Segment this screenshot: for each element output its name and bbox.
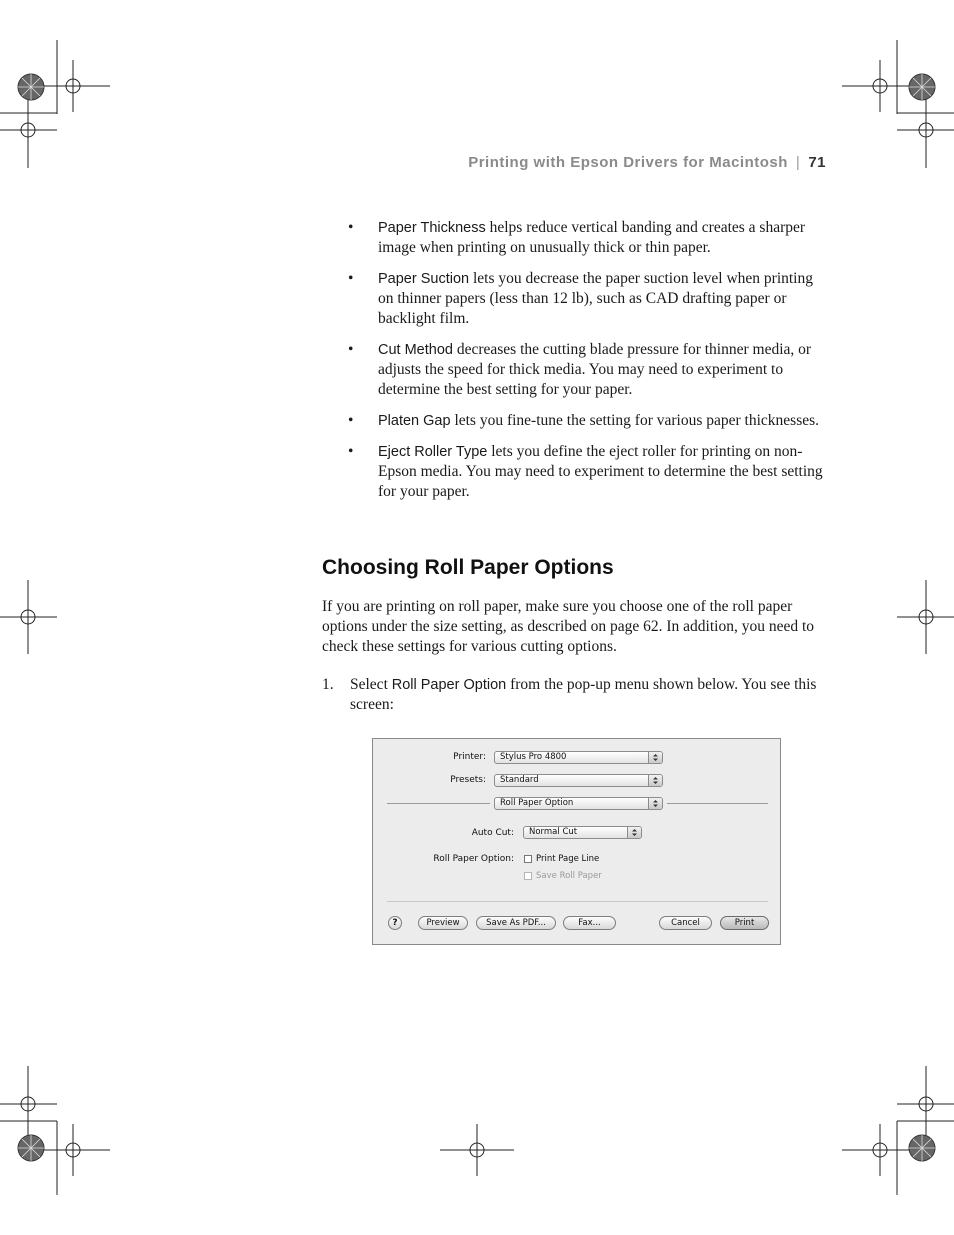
description: lets you fine-tune the setting for various paper thicknesses. [450,412,820,429]
bullet-icon: • [348,341,354,358]
print-page-line-label: Print Page Line [536,854,600,864]
save-roll-paper-label: Save Roll Paper [536,871,602,881]
header-separator: | [795,154,801,171]
term: Paper Suction [378,271,470,287]
term: Paper Thickness [378,220,486,236]
feature-bullet-list [348,218,828,513]
section-heading: Choosing Roll Paper Options [322,556,614,579]
print-page-line-checkbox[interactable] [524,855,532,863]
updown-arrows-icon [648,752,662,763]
term: Eject Roller Type [378,444,488,460]
printer-value: Stylus Pro 4800 [500,752,567,762]
printer-label: Printer: [453,752,486,762]
bullet-icon: • [348,443,354,460]
step-term: Roll Paper Option [391,677,507,693]
roll-paper-option-label: Roll Paper Option: [433,854,514,864]
description: decreases the cutting blade pressure for thinner media, or adjusts the speed for thick media. You may need to experiment to determine the best setting for your paper. [378,341,812,398]
preview-button[interactable]: Preview [418,916,468,930]
auto-cut-popup[interactable] [523,826,642,839]
updown-arrows-icon [627,827,641,838]
description: helps reduce vertical banding and creates a sharper image when printing on unusually thick or thin paper. [378,219,806,256]
divider-right [667,803,768,804]
save-roll-paper-checkbox[interactable] [524,872,532,880]
step-item [322,675,828,715]
cancel-button[interactable]: Cancel [659,916,712,930]
bullet-icon: • [348,412,354,429]
presets-popup[interactable] [494,774,663,787]
list-item [348,218,828,258]
list-item [348,411,828,431]
term: Platen Gap [378,413,451,429]
print-dialog [372,738,781,945]
bullet-icon: • [348,270,354,287]
panel-value: Roll Paper Option [500,798,574,808]
auto-cut-value: Normal Cut [529,827,578,837]
step-text [350,675,828,715]
list-item [348,442,828,502]
running-header [468,154,826,171]
updown-arrows-icon [648,775,662,786]
updown-arrows-icon [648,798,662,809]
step-prefix: Select [350,676,392,693]
bullet-icon: • [348,219,354,236]
term: Cut Method [378,342,453,358]
description: lets you decrease the paper suction level when printing on thinner papers (less than 12 lb), such as CAD drafting paper or backlight film. [378,270,813,327]
list-item [348,340,828,400]
header-title: Printing with Epson Drivers for Macintosh [468,154,788,171]
footer-separator [387,901,768,902]
save-as-pdf-button[interactable]: Save As PDF... [476,916,556,930]
printer-popup[interactable] [494,751,663,764]
help-button[interactable]: ? [388,916,402,930]
print-button[interactable]: Print [720,916,769,930]
auto-cut-label: Auto Cut: [471,828,514,838]
presets-value: Standard [500,775,539,785]
presets-label: Presets: [450,775,486,785]
page-number: 71 [808,154,826,171]
list-item [348,269,828,329]
description: lets you define the eject roller for printing on non-Epson media. You may need to experiment to determine the best setting for your paper. [378,443,823,500]
fax-button[interactable]: Fax... [563,916,616,930]
section-paragraph: If you are printing on roll paper, make sure you choose one of the roll paper options under the size setting, as described on page 62. In addition, you need to check these settings for various cutting options. [322,598,815,655]
step-number: 1. [322,676,334,693]
panel-popup[interactable] [494,797,663,810]
step-suffix: from the pop-up menu shown below. You see this screen: [350,676,817,713]
divider-left [387,803,490,804]
